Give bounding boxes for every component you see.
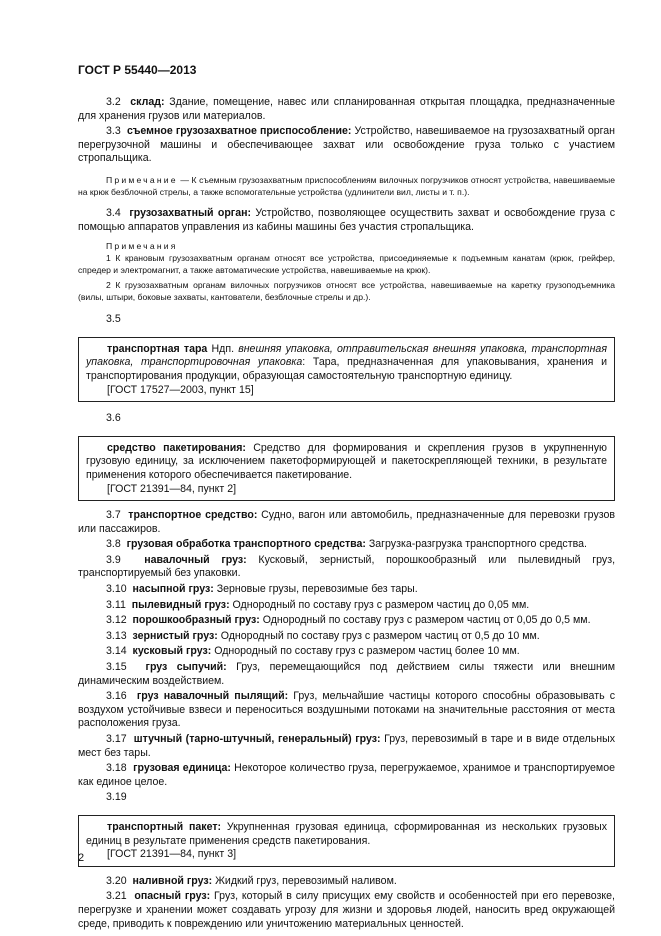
term-number: 3.12 xyxy=(106,614,127,627)
term-definition: Укрупненная грузовая единица, сформированная из нескольких грузовых единиц в результате применения средств пакетирования. xyxy=(86,820,607,847)
term-name: навалочный груз: xyxy=(144,553,247,566)
term-number: 3.17 xyxy=(106,733,127,745)
term-name: склад: xyxy=(130,96,165,108)
term-number: 3.9 xyxy=(106,553,121,566)
term-3-12 xyxy=(78,614,615,628)
term-number: 3.21 xyxy=(106,890,127,903)
term-number: 3.3 xyxy=(106,125,121,138)
note-label: Примечание xyxy=(106,174,178,185)
term-number: 3.13 xyxy=(106,629,127,642)
term-3-11 xyxy=(78,599,615,613)
document-body xyxy=(78,96,615,933)
term-name: зернистый груз: xyxy=(132,629,218,642)
term-number: 3.20 xyxy=(106,874,127,887)
term-definition: Однородный по составу груз с размером частиц от 0,5 до 10 мм. xyxy=(217,629,540,642)
source-reference: [ГОСТ 21391—84, пункт 3] xyxy=(107,848,237,861)
term-name: порошкообразный груз: xyxy=(132,614,260,627)
term-3-5 xyxy=(86,343,607,384)
notes-heading: Примечания xyxy=(106,241,178,252)
term-number: 3.2 xyxy=(106,96,121,108)
term-definition: Груз, перевозимый в таре и в виде отдельных мест без тары. xyxy=(78,733,616,759)
term-name: транспортная тара xyxy=(107,342,208,355)
term-name: грузовая единица: xyxy=(133,762,231,775)
source-reference: [ГОСТ 17527—2003, пункт 15] xyxy=(107,383,254,396)
term-definition: Некоторое количество груза, перегружаемое, хранимое и транспортируемое как единое целое. xyxy=(78,762,615,788)
term-definition: Здание, помещение, навес или спланированная открытая площадка, предназначенные для хранения грузов или материалов. xyxy=(78,96,615,122)
term-number: 3.7 xyxy=(106,509,121,522)
term-number: 3.4 xyxy=(106,206,121,219)
term-name: кусковый груз: xyxy=(132,645,212,658)
term-name: груз навалочный пылящий: xyxy=(136,690,289,703)
term-definition: Кусковый, зернистый, порошкообразный или пылевидный груз, транспортируемый без упаковки. xyxy=(78,553,616,580)
term-number: 3.18 xyxy=(106,762,127,775)
term-3-16 xyxy=(78,690,615,731)
term-name: грузозахватный орган: xyxy=(129,206,252,219)
term-number: 3.8 xyxy=(106,538,121,551)
term-name: съемное грузозахватное приспособление: xyxy=(126,125,352,138)
term-definition: : Тара, предназначенная для упаковывания, хранения и транспортирования продукции, образующая самостоятельную транспортную единицу. xyxy=(86,356,607,382)
boxed-term-3-6 xyxy=(78,436,615,501)
term-3-19 xyxy=(86,821,607,848)
term-number: 3.15 xyxy=(106,661,127,674)
term-3-8 xyxy=(78,538,615,552)
term-name: грузовая обработка транспортного средства: xyxy=(126,538,366,551)
term-3-20 xyxy=(78,875,615,889)
term-3-4 xyxy=(78,207,615,234)
term-name: пылевидный груз: xyxy=(131,598,230,611)
note-3-3 xyxy=(78,174,615,198)
term-name: опасный груз: xyxy=(134,890,211,903)
term-definition: Судно, вагон или автомобиль, предназначенные для перевозки грузов или пассажиров. xyxy=(78,509,616,535)
term-number-3-5: 3.5 xyxy=(106,313,121,326)
term-definition: Груз, мельчайшие частицы которого способны образовывать с воздухом устойчивые взвеси и переноситься воздушными потоками на значительные расстояния от места расположения груза. xyxy=(78,690,615,730)
source-reference: [ГОСТ 21391—84, пункт 2] xyxy=(107,482,237,495)
term-3-13 xyxy=(78,630,615,644)
term-definition: Жидкий груз, перевозимый наливом. xyxy=(212,874,397,887)
term-3-6 xyxy=(86,442,607,483)
term-number-3-19: 3.19 xyxy=(106,791,127,804)
note-text: — К съемным грузозахватным приспособлениям вилочных погрузчиков относят устройства, навешиваемые на крюк безблочной стрелы, а также вспомогательные устройства (удлинители вил, листы и т. п.). xyxy=(78,174,615,197)
note-2: 2 К грузозахватным органам вилочных погрузчиков относят все устройства, навешиваемые на каретку грузоподъемника (вилы, штыри, боковые захваты, кантователи, безблочные стрелы и др.). xyxy=(78,280,615,303)
document-header: ГОСТ Р 55440—2013 xyxy=(78,63,197,77)
term-name: средство пакетирования: xyxy=(107,441,246,454)
term-3-18 xyxy=(78,762,615,789)
term-definition: Груз, который в силу присущих ему свойств и особенностей при его перевозке, перегрузке и хранении может создавать угрозу для жизни и здоровья людей, наносить вред окружающей среде, приводить к повреждению или уничтожению материальных ценностей. xyxy=(78,890,615,930)
term-definition: Устройство, навешиваемое на грузозахватный орган перегрузочной машины и обеспечивающее захват или освобождение груза только с участием стропальщика. xyxy=(78,125,616,165)
term-definition: Однородный по составу груз с размером частиц более 10 мм. xyxy=(211,645,520,658)
page-number: 2 xyxy=(78,852,85,864)
term-definition: Однородный по составу груз с размером частиц до 0,05 мм. xyxy=(229,598,530,611)
term-3-2 xyxy=(78,96,615,123)
term-name: транспортное средство: xyxy=(128,509,258,522)
boxed-term-3-5 xyxy=(78,337,615,402)
term-3-17 xyxy=(78,733,615,760)
term-number-3-6: 3.6 xyxy=(106,412,121,425)
term-number: 3.11 xyxy=(106,598,126,611)
ndp-label: Ндп. xyxy=(207,342,239,355)
term-3-21 xyxy=(78,890,615,931)
term-definition: Средство для формирования и скрепления грузов в укрупненную грузовую единицу, за исключением пакетоформирующей и пакетоскрепляющей техники, в результате применения которого обеспечивается пакетирование. xyxy=(86,441,607,481)
term-3-15 xyxy=(78,661,615,688)
term-3-10 xyxy=(78,583,615,597)
term-number: 3.14 xyxy=(106,645,127,658)
term-name: транспортный пакет: xyxy=(107,820,222,833)
deprecated-terms: внешняя упаковка, отправительская внешняя упаковка, транспортная упаковка, транспортировочная упаковка xyxy=(86,342,607,369)
term-definition: Зерновые грузы, перевозимые без тары. xyxy=(213,583,418,596)
term-name: штучный (тарно-штучный, генеральный) груз: xyxy=(133,733,381,745)
term-definition: Загрузка-разгрузка транспортного средства. xyxy=(365,538,587,551)
term-number: 3.10 xyxy=(106,583,127,596)
term-3-9 xyxy=(78,554,615,581)
term-name: насыпной груз: xyxy=(132,583,214,596)
term-definition: Однородный по составу груз с размером частиц от 0,05 до 0,5 мм. xyxy=(259,614,591,627)
term-definition: Груз, перемещающийся под действием силы тяжести или внешним динамическим воздействием. xyxy=(78,661,615,687)
term-3-3 xyxy=(78,125,615,166)
term-name: наливной груз: xyxy=(132,874,213,887)
term-definition: Устройство, позволяющее осуществить захват и освобождение груза с помощью аппаратов управления из кабины машины без участия стропальщика. xyxy=(78,206,616,233)
boxed-term-3-19 xyxy=(78,815,615,867)
note-1: 1 К крановым грузозахватным органам относят все устройства, присоединяемые к подъемным канатам (крюк, грейфер, спредер и электромагнит, а также автоматические устройства, навешиваемые на крюк). xyxy=(78,253,615,276)
term-3-14 xyxy=(78,645,615,659)
term-3-7 xyxy=(78,509,615,536)
term-name: груз сыпучий: xyxy=(145,661,227,674)
term-number: 3.16 xyxy=(106,690,127,703)
